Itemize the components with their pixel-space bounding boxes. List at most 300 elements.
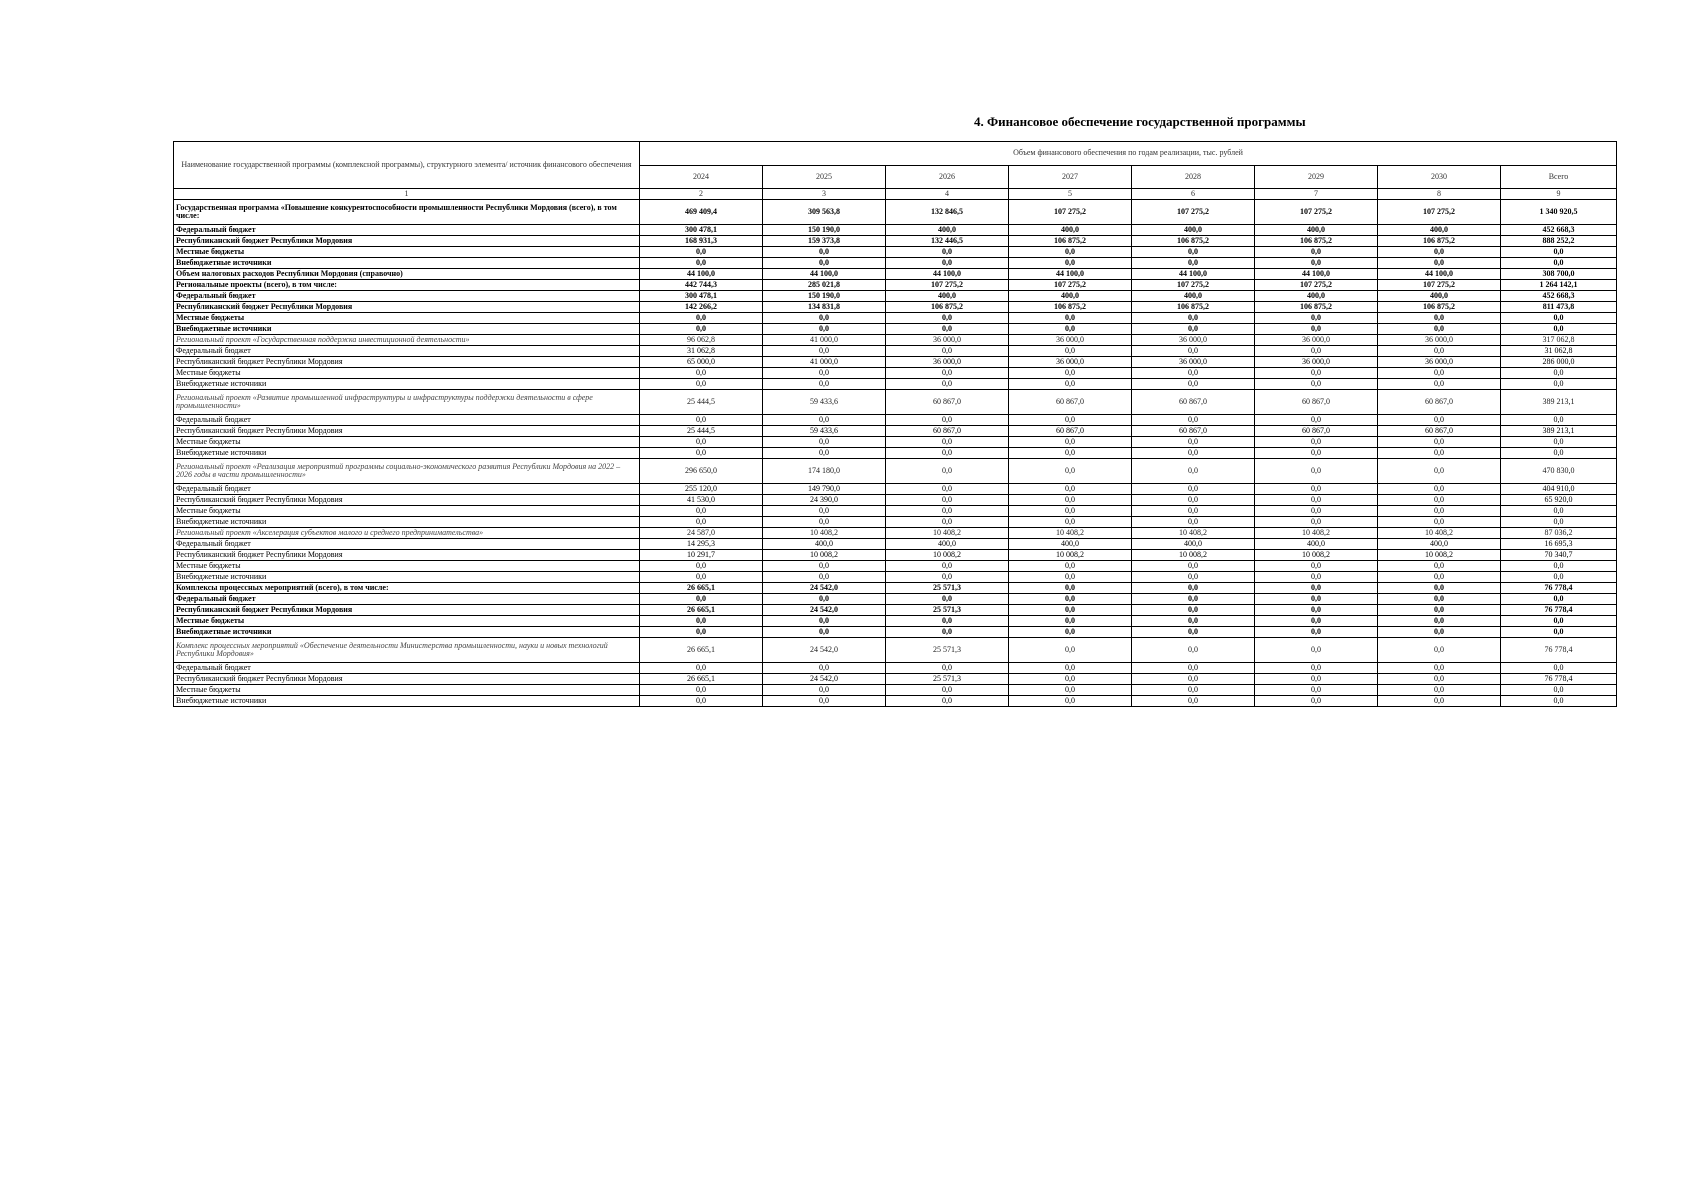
row-value-cell: 36 000,0 xyxy=(886,357,1009,368)
header-row xyxy=(174,142,1617,166)
row-total-cell: 470 830,0 xyxy=(1501,459,1617,484)
row-value-cell: 36 000,0 xyxy=(1378,335,1501,346)
row-total-cell: 1 340 920,5 xyxy=(1501,200,1617,225)
table-row xyxy=(174,495,1617,506)
row-value-cell: 134 831,8 xyxy=(763,302,886,313)
row-value-cell: 400,0 xyxy=(1132,539,1255,550)
row-value-cell: 0,0 xyxy=(1009,448,1132,459)
row-value-cell: 44 100,0 xyxy=(1378,269,1501,280)
row-value-cell: 60 867,0 xyxy=(1255,390,1378,415)
row-value-cell: 0,0 xyxy=(1378,313,1501,324)
row-value-cell: 10 408,2 xyxy=(1009,528,1132,539)
row-value-cell: 24 587,0 xyxy=(640,528,763,539)
row-value-cell: 0,0 xyxy=(886,379,1009,390)
row-value-cell: 0,0 xyxy=(1378,663,1501,674)
row-value-cell: 31 062,8 xyxy=(640,346,763,357)
row-value-cell: 0,0 xyxy=(886,495,1009,506)
row-value-cell: 0,0 xyxy=(640,627,763,638)
row-value-cell: 0,0 xyxy=(1009,696,1132,707)
header-name-cell: Наименование государственной программы (комплексной программы), структурного элемента/ источник финансового обеспечения xyxy=(174,142,640,189)
row-value-cell: 0,0 xyxy=(1132,627,1255,638)
row-value-cell: 10 008,2 xyxy=(1378,550,1501,561)
row-value-cell: 60 867,0 xyxy=(1132,390,1255,415)
row-value-cell: 0,0 xyxy=(640,437,763,448)
row-value-cell: 0,0 xyxy=(640,572,763,583)
row-name-cell: Республиканский бюджет Республики Мордовия xyxy=(174,236,640,247)
column-number-cell: 5 xyxy=(1009,189,1132,200)
row-value-cell: 0,0 xyxy=(1009,258,1132,269)
table-row xyxy=(174,605,1617,616)
column-number-row xyxy=(174,189,1617,200)
row-value-cell: 0,0 xyxy=(886,459,1009,484)
row-value-cell: 0,0 xyxy=(1132,495,1255,506)
row-value-cell: 0,0 xyxy=(1255,313,1378,324)
row-value-cell: 0,0 xyxy=(1378,379,1501,390)
row-value-cell: 106 875,2 xyxy=(1255,236,1378,247)
row-value-cell: 0,0 xyxy=(1255,379,1378,390)
row-value-cell: 10 008,2 xyxy=(1255,550,1378,561)
row-name-cell: Региональный проект «Государственная поддержка инвестиционной деятельности» xyxy=(174,335,640,346)
row-total-cell: 0,0 xyxy=(1501,506,1617,517)
row-value-cell: 174 180,0 xyxy=(763,459,886,484)
row-name-cell: Республиканский бюджет Республики Мордовия xyxy=(174,302,640,313)
row-value-cell: 400,0 xyxy=(1132,225,1255,236)
row-value-cell: 0,0 xyxy=(1009,605,1132,616)
row-value-cell: 296 650,0 xyxy=(640,459,763,484)
header-year-cell: 2030 xyxy=(1378,166,1501,189)
row-total-cell: 0,0 xyxy=(1501,437,1617,448)
row-value-cell: 0,0 xyxy=(1378,368,1501,379)
row-value-cell: 442 744,3 xyxy=(640,280,763,291)
table-row xyxy=(174,225,1617,236)
row-value-cell: 0,0 xyxy=(1255,484,1378,495)
row-name-cell: Республиканский бюджет Республики Мордовия xyxy=(174,605,640,616)
row-value-cell: 107 275,2 xyxy=(1378,200,1501,225)
row-value-cell: 0,0 xyxy=(886,415,1009,426)
row-name-cell: Региональный проект «Реализация мероприятий программы социально-экономического развития Республики Мордовия на 2022 – 2026 годы в части промышленности» xyxy=(174,459,640,484)
row-name-cell: Внебюджетные источники xyxy=(174,517,640,528)
row-value-cell: 0,0 xyxy=(640,324,763,335)
table-row xyxy=(174,368,1617,379)
row-value-cell: 0,0 xyxy=(763,663,886,674)
row-name-cell: Федеральный бюджет xyxy=(174,291,640,302)
row-name-cell: Федеральный бюджет xyxy=(174,415,640,426)
table-row xyxy=(174,561,1617,572)
row-value-cell: 0,0 xyxy=(1378,627,1501,638)
row-total-cell: 0,0 xyxy=(1501,368,1617,379)
row-name-cell: Республиканский бюджет Республики Мордовия xyxy=(174,550,640,561)
row-value-cell: 0,0 xyxy=(1255,674,1378,685)
table-row xyxy=(174,415,1617,426)
table-row xyxy=(174,696,1617,707)
table-row xyxy=(174,437,1617,448)
row-total-cell: 76 778,4 xyxy=(1501,605,1617,616)
row-value-cell: 65 000,0 xyxy=(640,357,763,368)
row-name-cell: Внебюджетные источники xyxy=(174,258,640,269)
row-value-cell: 0,0 xyxy=(1009,517,1132,528)
row-value-cell: 0,0 xyxy=(1378,346,1501,357)
row-value-cell: 10 008,2 xyxy=(1132,550,1255,561)
row-value-cell: 0,0 xyxy=(1132,594,1255,605)
row-value-cell: 60 867,0 xyxy=(1255,426,1378,437)
column-number-cell: 2 xyxy=(640,189,763,200)
row-value-cell: 0,0 xyxy=(1255,459,1378,484)
table-row xyxy=(174,302,1617,313)
header-total-cell: Всего xyxy=(1501,166,1617,189)
row-value-cell: 41 000,0 xyxy=(763,357,886,368)
row-total-cell: 317 062,8 xyxy=(1501,335,1617,346)
row-name-cell: Местные бюджеты xyxy=(174,247,640,258)
row-name-cell: Внебюджетные источники xyxy=(174,572,640,583)
row-value-cell: 106 875,2 xyxy=(1255,302,1378,313)
row-name-cell: Республиканский бюджет Республики Мордовия xyxy=(174,357,640,368)
row-value-cell: 0,0 xyxy=(640,685,763,696)
row-value-cell: 0,0 xyxy=(640,247,763,258)
row-name-cell: Комплексы процессных мероприятий (всего), в том числе: xyxy=(174,583,640,594)
row-value-cell: 0,0 xyxy=(640,696,763,707)
row-value-cell: 0,0 xyxy=(1009,484,1132,495)
row-value-cell: 0,0 xyxy=(1255,561,1378,572)
row-value-cell: 106 875,2 xyxy=(1009,236,1132,247)
row-value-cell: 0,0 xyxy=(1255,616,1378,627)
row-value-cell: 25 444,5 xyxy=(640,390,763,415)
row-value-cell: 24 542,0 xyxy=(763,605,886,616)
row-name-cell: Местные бюджеты xyxy=(174,561,640,572)
row-name-cell: Местные бюджеты xyxy=(174,685,640,696)
row-value-cell: 400,0 xyxy=(1378,225,1501,236)
row-value-cell: 0,0 xyxy=(886,437,1009,448)
row-value-cell: 0,0 xyxy=(886,517,1009,528)
row-value-cell: 0,0 xyxy=(1009,437,1132,448)
row-value-cell: 0,0 xyxy=(640,368,763,379)
row-value-cell: 400,0 xyxy=(1255,225,1378,236)
row-value-cell: 0,0 xyxy=(763,247,886,258)
row-value-cell: 0,0 xyxy=(1378,484,1501,495)
row-value-cell: 0,0 xyxy=(1132,696,1255,707)
row-value-cell: 0,0 xyxy=(763,313,886,324)
row-value-cell: 0,0 xyxy=(1132,561,1255,572)
row-value-cell: 0,0 xyxy=(1132,638,1255,663)
row-value-cell: 10 408,2 xyxy=(1378,528,1501,539)
row-value-cell: 0,0 xyxy=(1255,583,1378,594)
table-row xyxy=(174,663,1617,674)
row-value-cell: 0,0 xyxy=(1009,324,1132,335)
row-value-cell: 168 931,3 xyxy=(640,236,763,247)
row-value-cell: 0,0 xyxy=(1378,247,1501,258)
table-row xyxy=(174,685,1617,696)
row-total-cell: 308 700,0 xyxy=(1501,269,1617,280)
row-value-cell: 0,0 xyxy=(1132,517,1255,528)
row-value-cell: 0,0 xyxy=(640,561,763,572)
row-value-cell: 0,0 xyxy=(763,685,886,696)
row-value-cell: 0,0 xyxy=(1378,495,1501,506)
row-value-cell: 0,0 xyxy=(640,313,763,324)
row-value-cell: 0,0 xyxy=(1378,506,1501,517)
row-name-cell: Внебюджетные источники xyxy=(174,696,640,707)
row-value-cell: 0,0 xyxy=(886,448,1009,459)
row-value-cell: 36 000,0 xyxy=(886,335,1009,346)
row-total-cell: 76 778,4 xyxy=(1501,638,1617,663)
table-row xyxy=(174,583,1617,594)
row-value-cell: 10 408,2 xyxy=(763,528,886,539)
row-value-cell: 0,0 xyxy=(1009,583,1132,594)
row-value-cell: 0,0 xyxy=(1009,685,1132,696)
row-value-cell: 400,0 xyxy=(1132,291,1255,302)
row-total-cell: 76 778,4 xyxy=(1501,583,1617,594)
header-year-cell: 2026 xyxy=(886,166,1009,189)
table-row xyxy=(174,539,1617,550)
row-value-cell: 26 665,1 xyxy=(640,605,763,616)
row-value-cell: 0,0 xyxy=(1132,258,1255,269)
row-name-cell: Региональные проекты (всего), в том числе: xyxy=(174,280,640,291)
row-name-cell: Местные бюджеты xyxy=(174,616,640,627)
row-value-cell: 0,0 xyxy=(640,415,763,426)
row-value-cell: 0,0 xyxy=(1255,346,1378,357)
row-name-cell: Внебюджетные источники xyxy=(174,627,640,638)
row-value-cell: 106 875,2 xyxy=(1132,302,1255,313)
row-value-cell: 0,0 xyxy=(1009,627,1132,638)
header-year-cell: 2027 xyxy=(1009,166,1132,189)
row-value-cell: 0,0 xyxy=(1255,696,1378,707)
table-row xyxy=(174,357,1617,368)
row-name-cell: Внебюджетные источники xyxy=(174,379,640,390)
row-name-cell: Местные бюджеты xyxy=(174,368,640,379)
row-value-cell: 106 875,2 xyxy=(886,302,1009,313)
row-value-cell: 36 000,0 xyxy=(1378,357,1501,368)
row-value-cell: 0,0 xyxy=(1132,572,1255,583)
table-row xyxy=(174,313,1617,324)
row-value-cell: 0,0 xyxy=(1132,685,1255,696)
row-value-cell: 0,0 xyxy=(886,663,1009,674)
row-name-cell: Республиканский бюджет Республики Мордовия xyxy=(174,674,640,685)
row-value-cell: 0,0 xyxy=(1255,594,1378,605)
row-name-cell: Республиканский бюджет Республики Мордовия xyxy=(174,495,640,506)
row-total-cell: 0,0 xyxy=(1501,324,1617,335)
row-value-cell: 44 100,0 xyxy=(1132,269,1255,280)
row-value-cell: 24 390,0 xyxy=(763,495,886,506)
header-year-cell: 2029 xyxy=(1255,166,1378,189)
row-value-cell: 44 100,0 xyxy=(640,269,763,280)
header-year-cell: 2024 xyxy=(640,166,763,189)
row-value-cell: 0,0 xyxy=(763,594,886,605)
row-value-cell: 0,0 xyxy=(640,594,763,605)
column-number-cell: 8 xyxy=(1378,189,1501,200)
row-value-cell: 0,0 xyxy=(1255,247,1378,258)
row-value-cell: 0,0 xyxy=(1009,506,1132,517)
row-value-cell: 0,0 xyxy=(1378,324,1501,335)
row-value-cell: 107 275,2 xyxy=(1255,200,1378,225)
row-value-cell: 132 846,5 xyxy=(886,200,1009,225)
row-total-cell: 452 668,3 xyxy=(1501,225,1617,236)
row-name-cell: Внебюджетные источники xyxy=(174,324,640,335)
table-row xyxy=(174,258,1617,269)
row-value-cell: 0,0 xyxy=(886,561,1009,572)
row-value-cell: 0,0 xyxy=(886,258,1009,269)
row-value-cell: 149 790,0 xyxy=(763,484,886,495)
table-row xyxy=(174,426,1617,437)
row-value-cell: 25 571,3 xyxy=(886,605,1009,616)
row-value-cell: 142 266,2 xyxy=(640,302,763,313)
row-value-cell: 0,0 xyxy=(1009,663,1132,674)
row-value-cell: 0,0 xyxy=(1009,638,1132,663)
row-value-cell: 26 665,1 xyxy=(640,674,763,685)
header-volume-cell: Объем финансового обеспечения по годам реализации, тыс. рублей xyxy=(640,142,1617,166)
row-value-cell: 24 542,0 xyxy=(763,583,886,594)
row-value-cell: 107 275,2 xyxy=(1255,280,1378,291)
row-value-cell: 0,0 xyxy=(763,506,886,517)
row-value-cell: 0,0 xyxy=(763,258,886,269)
table-row xyxy=(174,346,1617,357)
table-row xyxy=(174,379,1617,390)
row-value-cell: 0,0 xyxy=(1009,594,1132,605)
row-value-cell: 400,0 xyxy=(1009,291,1132,302)
row-value-cell: 10 408,2 xyxy=(1132,528,1255,539)
row-total-cell: 0,0 xyxy=(1501,313,1617,324)
row-value-cell: 60 867,0 xyxy=(1132,426,1255,437)
row-value-cell: 106 875,2 xyxy=(1132,236,1255,247)
row-value-cell: 0,0 xyxy=(763,379,886,390)
row-value-cell: 0,0 xyxy=(1009,415,1132,426)
table-row xyxy=(174,674,1617,685)
row-value-cell: 0,0 xyxy=(1378,561,1501,572)
row-value-cell: 106 875,2 xyxy=(1009,302,1132,313)
row-value-cell: 0,0 xyxy=(1255,437,1378,448)
row-value-cell: 36 000,0 xyxy=(1009,335,1132,346)
row-total-cell: 0,0 xyxy=(1501,258,1617,269)
row-value-cell: 0,0 xyxy=(1378,605,1501,616)
row-name-cell: Федеральный бюджет xyxy=(174,484,640,495)
table-row xyxy=(174,638,1617,663)
row-value-cell: 0,0 xyxy=(1255,517,1378,528)
column-number-cell: 1 xyxy=(174,189,640,200)
row-value-cell: 36 000,0 xyxy=(1255,357,1378,368)
row-value-cell: 0,0 xyxy=(1378,583,1501,594)
row-value-cell: 0,0 xyxy=(1378,616,1501,627)
row-value-cell: 0,0 xyxy=(1255,638,1378,663)
row-value-cell: 159 373,8 xyxy=(763,236,886,247)
row-value-cell: 0,0 xyxy=(1132,583,1255,594)
row-value-cell: 0,0 xyxy=(640,517,763,528)
table-row xyxy=(174,247,1617,258)
table-row xyxy=(174,459,1617,484)
row-total-cell: 0,0 xyxy=(1501,696,1617,707)
row-total-cell: 0,0 xyxy=(1501,517,1617,528)
row-value-cell: 132 446,5 xyxy=(886,236,1009,247)
row-value-cell: 44 100,0 xyxy=(763,269,886,280)
row-value-cell: 0,0 xyxy=(1378,517,1501,528)
row-value-cell: 106 875,2 xyxy=(1378,236,1501,247)
row-value-cell: 0,0 xyxy=(886,616,1009,627)
row-value-cell: 0,0 xyxy=(1009,247,1132,258)
row-value-cell: 0,0 xyxy=(1378,674,1501,685)
row-value-cell: 107 275,2 xyxy=(886,280,1009,291)
row-name-cell: Федеральный бюджет xyxy=(174,539,640,550)
table-row xyxy=(174,335,1617,346)
row-value-cell: 0,0 xyxy=(1009,495,1132,506)
row-value-cell: 0,0 xyxy=(1132,247,1255,258)
row-value-cell: 10 008,2 xyxy=(763,550,886,561)
row-total-cell: 0,0 xyxy=(1501,415,1617,426)
row-value-cell: 0,0 xyxy=(763,324,886,335)
row-name-cell: Комплекс процессных мероприятий «Обеспечение деятельности Министерства промышленности, науки и новых технологий Республики Мордовия» xyxy=(174,638,640,663)
row-value-cell: 0,0 xyxy=(886,506,1009,517)
row-value-cell: 0,0 xyxy=(1255,506,1378,517)
row-value-cell: 0,0 xyxy=(1009,674,1132,685)
row-value-cell: 300 478,1 xyxy=(640,225,763,236)
row-value-cell: 0,0 xyxy=(1378,448,1501,459)
row-name-cell: Местные бюджеты xyxy=(174,437,640,448)
row-value-cell: 0,0 xyxy=(763,437,886,448)
row-value-cell: 0,0 xyxy=(1009,616,1132,627)
column-number-cell: 6 xyxy=(1132,189,1255,200)
row-value-cell: 309 563,8 xyxy=(763,200,886,225)
row-value-cell: 0,0 xyxy=(763,346,886,357)
row-value-cell: 0,0 xyxy=(1255,685,1378,696)
row-value-cell: 285 021,8 xyxy=(763,280,886,291)
column-number-cell: 7 xyxy=(1255,189,1378,200)
row-value-cell: 0,0 xyxy=(1255,368,1378,379)
table-row xyxy=(174,280,1617,291)
row-value-cell: 0,0 xyxy=(1132,437,1255,448)
row-value-cell: 0,0 xyxy=(1009,572,1132,583)
row-name-cell: Федеральный бюджет xyxy=(174,594,640,605)
row-value-cell: 26 665,1 xyxy=(640,583,763,594)
row-value-cell: 107 275,2 xyxy=(1378,280,1501,291)
row-value-cell: 400,0 xyxy=(1378,539,1501,550)
row-value-cell: 0,0 xyxy=(1378,696,1501,707)
row-value-cell: 0,0 xyxy=(763,561,886,572)
row-value-cell: 0,0 xyxy=(1132,506,1255,517)
row-name-cell: Федеральный бюджет xyxy=(174,663,640,674)
row-value-cell: 0,0 xyxy=(763,448,886,459)
row-value-cell: 0,0 xyxy=(886,627,1009,638)
row-value-cell: 107 275,2 xyxy=(1132,200,1255,225)
row-name-cell: Федеральный бюджет xyxy=(174,346,640,357)
row-value-cell: 60 867,0 xyxy=(886,390,1009,415)
row-value-cell: 0,0 xyxy=(1132,324,1255,335)
row-name-cell: Государственная программа «Повышение конкурентоспособности промышленности Республики Мордовия (всего), в том числе: xyxy=(174,200,640,225)
row-value-cell: 0,0 xyxy=(1378,258,1501,269)
row-value-cell: 0,0 xyxy=(886,313,1009,324)
row-value-cell: 400,0 xyxy=(886,539,1009,550)
table-row xyxy=(174,550,1617,561)
row-total-cell: 0,0 xyxy=(1501,561,1617,572)
column-number-cell: 9 xyxy=(1501,189,1617,200)
row-value-cell: 400,0 xyxy=(763,539,886,550)
column-number-cell: 4 xyxy=(886,189,1009,200)
row-value-cell: 0,0 xyxy=(1132,484,1255,495)
row-value-cell: 0,0 xyxy=(1132,459,1255,484)
table-row xyxy=(174,627,1617,638)
row-value-cell: 60 867,0 xyxy=(1378,390,1501,415)
row-value-cell: 36 000,0 xyxy=(1255,335,1378,346)
row-value-cell: 41 000,0 xyxy=(763,335,886,346)
row-value-cell: 0,0 xyxy=(1009,379,1132,390)
row-total-cell: 0,0 xyxy=(1501,379,1617,390)
row-value-cell: 0,0 xyxy=(1132,616,1255,627)
row-value-cell: 25 571,3 xyxy=(886,674,1009,685)
row-value-cell: 0,0 xyxy=(1132,346,1255,357)
row-total-cell: 0,0 xyxy=(1501,594,1617,605)
row-value-cell: 0,0 xyxy=(1132,313,1255,324)
row-value-cell: 0,0 xyxy=(886,324,1009,335)
row-value-cell: 10 008,2 xyxy=(886,550,1009,561)
table-row xyxy=(174,324,1617,335)
row-name-cell: Местные бюджеты xyxy=(174,506,640,517)
row-value-cell: 0,0 xyxy=(1378,572,1501,583)
row-value-cell: 0,0 xyxy=(886,594,1009,605)
row-value-cell: 0,0 xyxy=(886,247,1009,258)
